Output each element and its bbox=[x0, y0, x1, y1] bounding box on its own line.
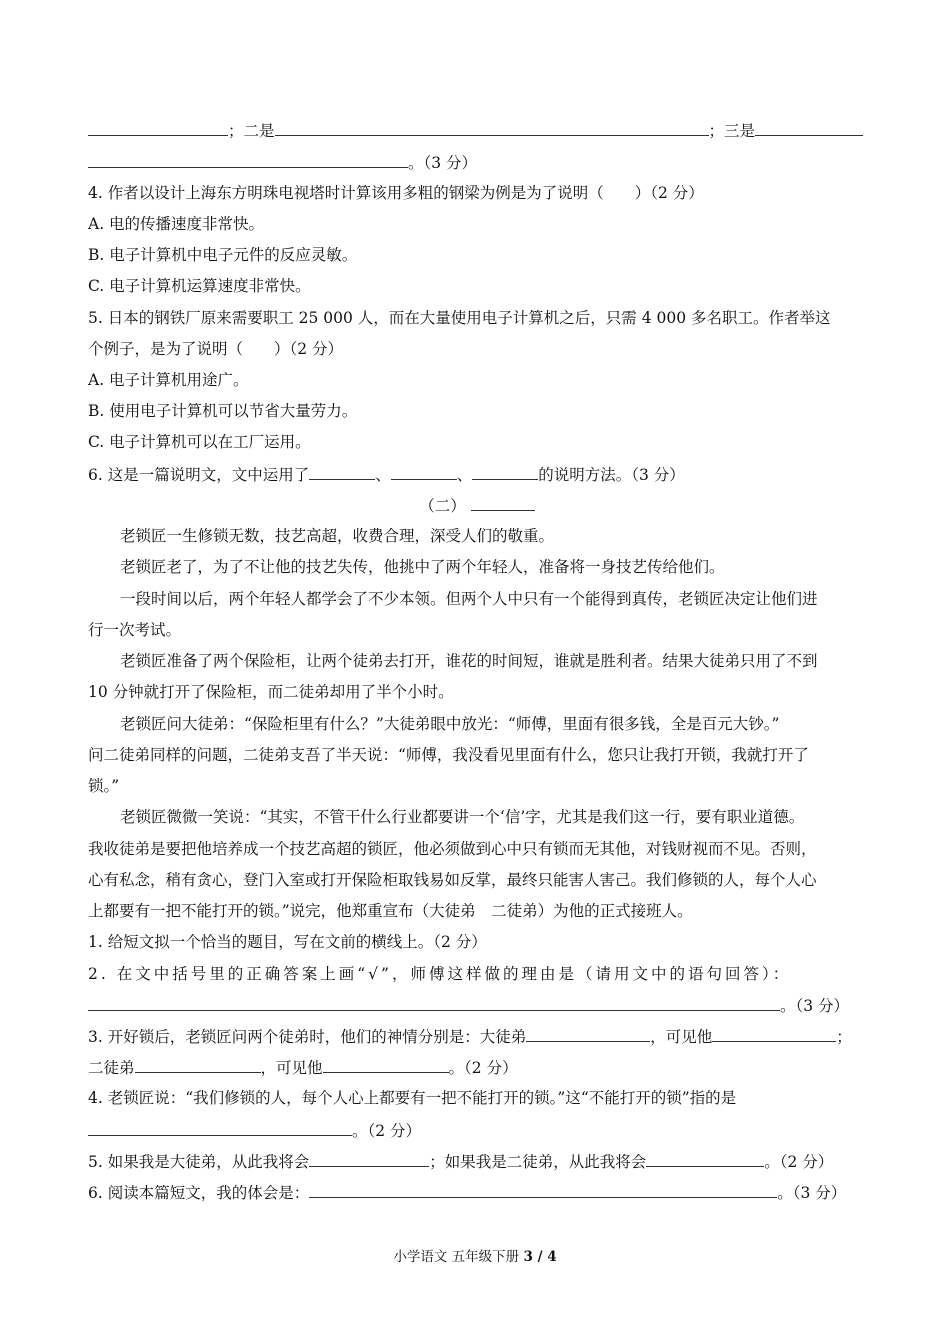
answer-line-end: 。（3 分） bbox=[88, 152, 866, 173]
blank-line[interactable] bbox=[755, 120, 863, 136]
blank-line[interactable] bbox=[391, 464, 457, 480]
option-a: A. 电的传播速度非常快。 bbox=[88, 215, 265, 233]
paragraph-2: 老锁匠老了，为了不让他的技艺失传，他挑中了两个年轻人，准备将一身技艺传给他们。 bbox=[120, 558, 725, 576]
blank-line[interactable] bbox=[88, 152, 408, 168]
paragraph-6-line2: 我收徒弟是要把他培养成一个技艺高超的锁匠，他必须做到心中只有锁而无其他，对钱财视而不见。否则， bbox=[88, 840, 817, 858]
blank-line[interactable] bbox=[526, 1026, 650, 1042]
blank-line[interactable] bbox=[309, 464, 375, 480]
blank-line[interactable] bbox=[712, 1026, 836, 1042]
question-3-line1: 3. 开好锁后，老锁匠问两个徒弟时，他们的神情分别是：大徒弟 ，可见他 ； bbox=[88, 1028, 852, 1046]
option-b: B. 使用电子计算机可以节省大量劳力。 bbox=[88, 402, 358, 420]
blank-line[interactable] bbox=[646, 1151, 764, 1167]
question-4-line2: 。（2 分） bbox=[88, 1120, 866, 1141]
question-3-line2: 二徒弟 ，可见他 。（2 分） bbox=[88, 1059, 518, 1077]
paragraph-3-line1: 一段时间以后，两个年轻人都学会了不少本领。但两个人中只有一个能得到真传，老锁匠决定让他们进 bbox=[120, 590, 818, 608]
question-5-line2: 个例子，是为了说明（ ）（2 分） bbox=[88, 340, 344, 358]
page-footer: 小学语文 五年级下册 3 / 4 bbox=[393, 1249, 557, 1265]
blank-line[interactable] bbox=[472, 464, 538, 480]
question-6: 6. 这是一篇说明文，文中运用了 、 、 的说明方法。（3 分） bbox=[88, 466, 685, 484]
paragraph-3-line2: 行一次考试。 bbox=[88, 621, 182, 639]
question-5-line1: 5. 日本的钢铁厂原来需要职工 25 000 人，而在大量使用电子计算机之后，只需 4 000 多名职工。作者举这 bbox=[88, 309, 831, 327]
blank-line[interactable] bbox=[88, 995, 780, 1011]
paragraph-1: 老锁匠一生修锁无数，技艺高超，收费合理，深受人们的敬重。 bbox=[120, 527, 555, 545]
paragraph-5-line3: 锁。” bbox=[88, 777, 120, 795]
paragraph-4-line1: 老锁匠准备了两个保险柜，让两个徒弟去打开，谁花的时间短，谁就是胜利者。结果大徒弟只用了不到 bbox=[120, 652, 818, 670]
title-blank-line[interactable] bbox=[471, 495, 535, 511]
question-2-line2: 。（3 分） bbox=[88, 995, 866, 1016]
blank-line[interactable] bbox=[323, 1057, 449, 1073]
question-2-line1: 2. 在文中括号里的正确答案上画“√”，师傅这样做的理由是（请用文中的语句回答）： bbox=[88, 965, 792, 983]
option-c: C. 电子计算机可以在工厂运用。 bbox=[88, 433, 311, 451]
blank-line[interactable] bbox=[309, 1151, 429, 1167]
blank-line[interactable] bbox=[275, 120, 709, 136]
paragraph-6-line3: 心有私念，稍有贪心，登门入室或打开保险柜取钱易如反掌，最终只能害人害己。我们修锁的人，每个人心 bbox=[88, 871, 817, 889]
blank-line[interactable] bbox=[135, 1057, 261, 1073]
paragraph-5-line2: 问二徒弟同样的问题，二徒弟支吾了半天说：“师傅，我没看见里面有什么，您只让我打开锁，我就打开了 bbox=[88, 746, 809, 764]
paragraph-5-line1: 老锁匠问大徒弟：“保险柜里有什么？”大徒弟眼中放光：“师傅，里面有很多钱，全是百元大钞。” bbox=[120, 715, 780, 733]
blank-line[interactable] bbox=[88, 120, 228, 136]
question-1: 1. 给短文拟一个恰当的题目，写在文前的横线上。（2 分） bbox=[88, 933, 487, 951]
blank-line[interactable] bbox=[309, 1182, 777, 1198]
page-number: 3 / 4 bbox=[523, 1249, 557, 1265]
question-5: 5. 如果我是大徒弟，从此我将会 ；如果我是二徒弟，从此我将会 。（2 分） bbox=[88, 1153, 834, 1171]
section-heading: （二） bbox=[88, 495, 866, 516]
option-b: B. 电子计算机中电子元件的反应灵敏。 bbox=[88, 246, 358, 264]
option-c: C. 电子计算机运算速度非常快。 bbox=[88, 277, 311, 295]
paragraph-6-line4: 上都要有一把不能打开的锁。”说完，他郑重宣布（大徒弟 二徒弟）为他的正式接班人。 bbox=[88, 902, 693, 920]
blank-line[interactable] bbox=[88, 1120, 352, 1136]
question-4: 4. 作者以设计上海东方明珠电视塔时计算该用多粗的钢梁为例是为了说明（ ）（2 分） bbox=[88, 184, 704, 202]
answer-line-continuation: ；二是 ；三是 bbox=[88, 120, 866, 141]
question-6: 6. 阅读本篇短文，我的体会是： 。（3 分） bbox=[88, 1184, 847, 1202]
paragraph-4-line2: 10 分钟就打开了保险柜，而二徒弟却用了半个小时。 bbox=[88, 683, 454, 701]
option-a: A. 电子计算机用途广。 bbox=[88, 371, 249, 389]
question-4-line1: 4. 老锁匠说：“我们修锁的人，每个人心上都要有一把不能打开的锁。”这“不能打开的锁”指的是 bbox=[88, 1089, 737, 1107]
paragraph-6-line1: 老锁匠微微一笑说：“其实，不管干什么行业都要讲一个‘信’字，尤其是我们这一行，要有职业道德。 bbox=[120, 808, 805, 826]
